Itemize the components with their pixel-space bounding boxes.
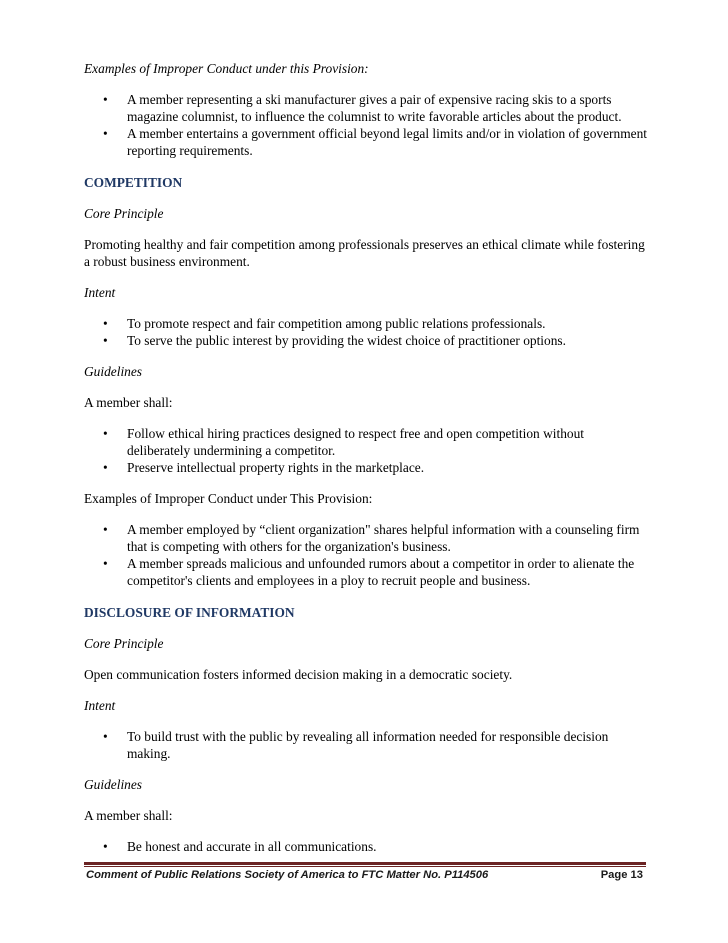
disclosure-member-shall: A member shall: [84, 808, 173, 823]
page-number: Page 13 [600, 869, 643, 881]
list-item: • A member entertains a government official beyond legal limits and/or in violation of government reporting requirements. [103, 126, 647, 158]
bullet-icon: • [103, 522, 108, 537]
competition-heading: COMPETITION [84, 175, 183, 190]
competition-examples-list [84, 521, 648, 589]
bullet-icon: • [103, 126, 108, 141]
competition-core-text: Promoting healthy and fair competition among professionals preserves an ethical climate while fostering a robust business environment. [84, 237, 645, 269]
disclosure-guidelines-label: Guidelines [84, 777, 143, 792]
bullet-icon: • [103, 92, 108, 107]
footer-title: Comment of Public Relations Society of America to FTC Matter No. P114506 [86, 869, 489, 881]
disclosure-heading: DISCLOSURE OF INFORMATION [84, 605, 295, 620]
competition-guidelines-list [84, 425, 648, 476]
bullet-icon: • [103, 460, 108, 475]
competition-member-shall: A member shall: [84, 395, 173, 410]
list-item: • Follow ethical hiring practices designed to respect free and open competition without deliberately undermining a competitor. [103, 426, 585, 458]
competition-intent-list [84, 315, 648, 349]
list-item: • To promote respect and fair competition among public relations professionals. [103, 316, 546, 331]
bullet-icon: • [103, 556, 108, 571]
competition-guidelines-label: Guidelines [84, 364, 143, 379]
page-body [84, 60, 648, 855]
list-item: • To build trust with the public by revealing all information needed for responsible decision making. [103, 729, 609, 761]
footer-divider [84, 862, 646, 865]
list-item: • To serve the public interest by providing the widest choice of practitioner options. [103, 333, 566, 348]
disclosure-intent-label: Intent [84, 698, 116, 713]
competition-intent-label: Intent [84, 285, 116, 300]
bullet-icon: • [103, 729, 108, 744]
footer-divider-thin [84, 866, 646, 867]
bullet-icon: • [103, 839, 108, 854]
bullet-icon: • [103, 333, 108, 348]
disclosure-intent-list [84, 728, 648, 762]
improper-gifts-list [84, 91, 648, 159]
list-item: • Preserve intellectual property rights in the marketplace. [103, 460, 425, 475]
disclosure-core-text: Open communication fosters informed decision making in a democratic society. [84, 667, 513, 682]
improper-gifts-title: Examples of Improper Conduct under this Provision: [84, 61, 369, 76]
list-item: • A member employed by “client organization" shares helpful information with a counseling firm that is competing with others for the organization's business. [103, 522, 640, 554]
bullet-icon: • [103, 426, 108, 441]
list-item: • A member representing a ski manufacturer gives a pair of expensive racing skis to a sports magazine columnist, to influence the columnist to write favorable articles about the product. [103, 92, 622, 124]
competition-examples-title: Examples of Improper Conduct under This Provision: [84, 491, 373, 506]
competition-core-label: Core Principle [84, 206, 164, 221]
list-item: • Be honest and accurate in all communications. [103, 839, 377, 854]
disclosure-guidelines-list [84, 838, 648, 855]
list-item: • A member spreads malicious and unfounded rumors about a competitor in order to alienate the competitor's clients and employees in a ploy to recruit people and business. [103, 556, 635, 588]
disclosure-core-label: Core Principle [84, 636, 164, 651]
bullet-icon: • [103, 316, 108, 331]
